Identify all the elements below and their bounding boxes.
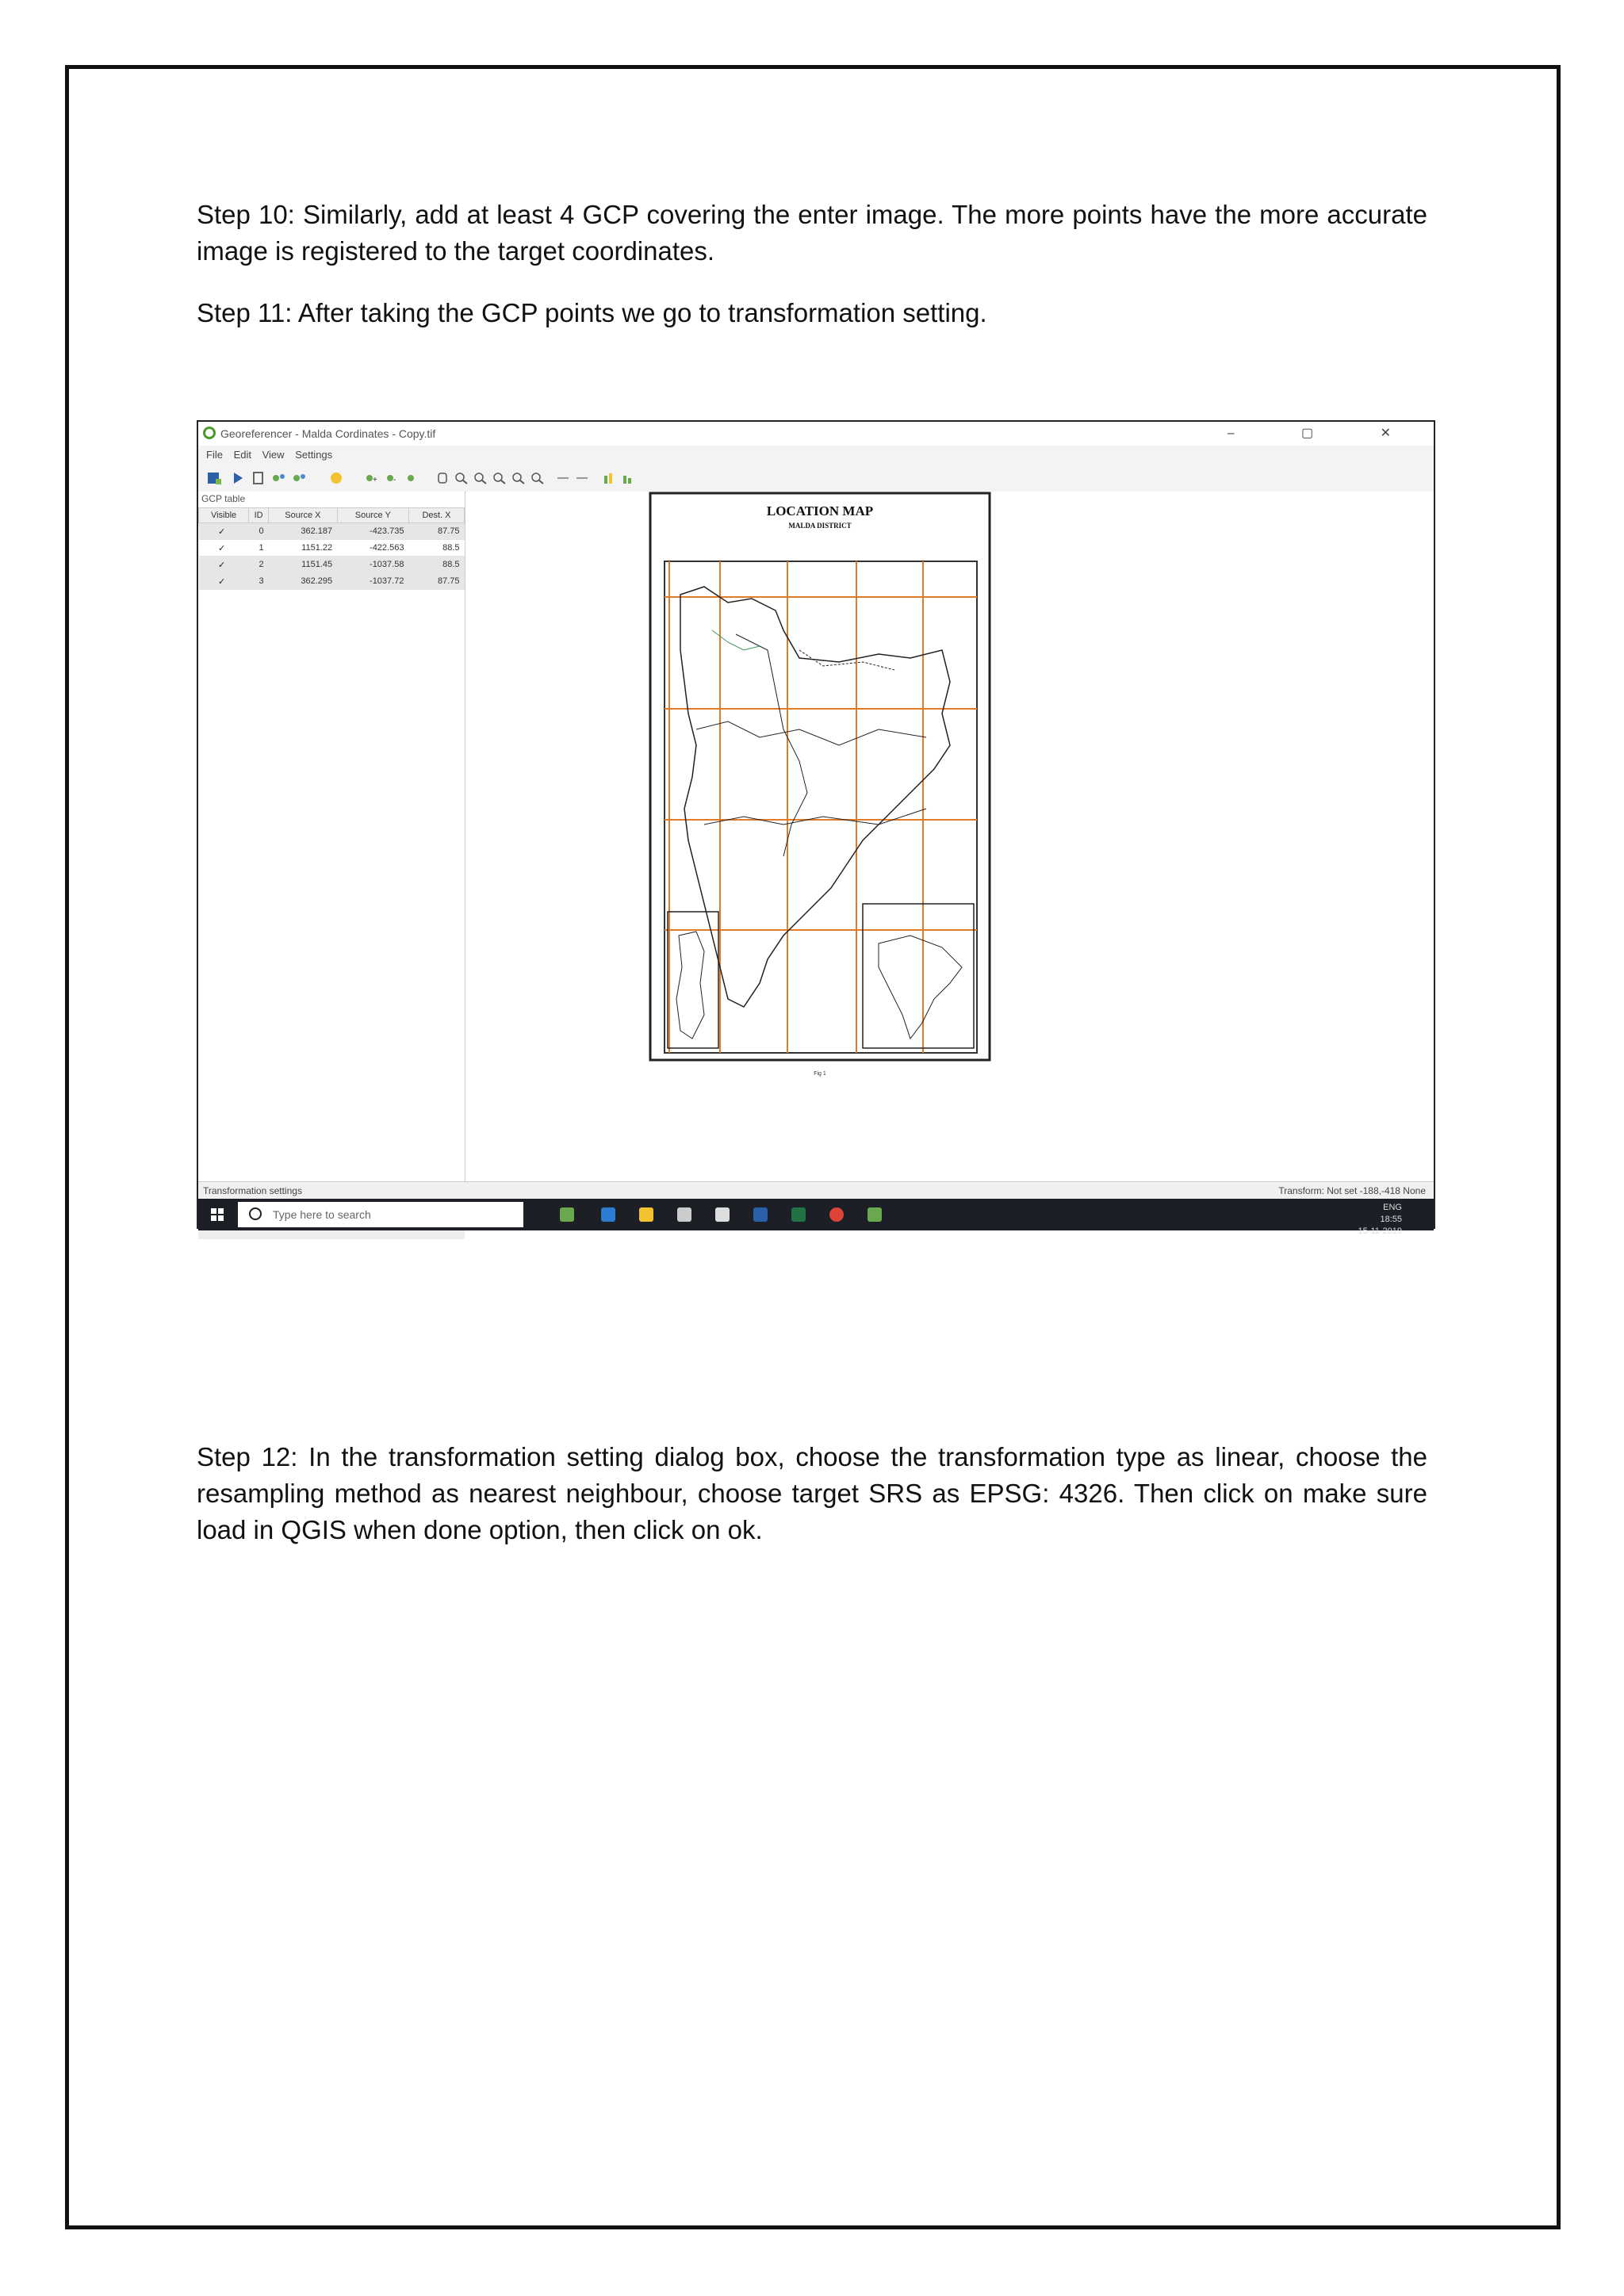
open-raster-icon[interactable] (206, 471, 222, 485)
zoom-next-icon[interactable] (530, 471, 546, 485)
windows-start-icon[interactable] (211, 1208, 224, 1221)
table-row[interactable] (199, 573, 465, 590)
status-bar (198, 1181, 1434, 1200)
svg-text:-: - (393, 476, 396, 484)
toolbar (198, 465, 1434, 492)
store-icon[interactable] (677, 1207, 691, 1222)
gcp-table-label: GCP table (201, 493, 246, 504)
map-canvas[interactable] (466, 492, 1434, 1181)
visible-checkbox[interactable]: ✓ (199, 573, 249, 590)
menu-bar (198, 446, 1434, 465)
status-transform-info: Transform: Not set -188,-418 None (1278, 1185, 1426, 1196)
link-qgis-icon[interactable] (574, 471, 590, 485)
system-tray[interactable] (1358, 1202, 1402, 1238)
table-row[interactable] (199, 523, 465, 540)
generate-script-icon[interactable] (251, 471, 266, 485)
table-cell: 2 (249, 557, 269, 573)
table-cell: -423.735 (337, 523, 408, 540)
qgis-taskbar-icon[interactable] (560, 1207, 574, 1222)
link-georeferencer-icon[interactable] (555, 471, 571, 485)
load-gcp-icon[interactable] (271, 471, 287, 485)
transformation-settings-icon[interactable] (328, 471, 344, 485)
zoom-out-icon[interactable] (473, 471, 488, 485)
search-placeholder: Type here to search (273, 1208, 371, 1221)
map-subtitle: MALDA DISTRICT (788, 522, 852, 530)
table-cell: 362.295 (269, 573, 337, 590)
tray-time: 18:55 (1380, 1215, 1402, 1224)
taskbar-search-box[interactable] (238, 1202, 523, 1227)
table-cell: 88.5 (408, 540, 464, 557)
table-cell: 88.5 (408, 557, 464, 573)
table-cell: 1151.22 (269, 540, 337, 557)
word-icon[interactable] (753, 1207, 768, 1222)
excel-icon[interactable] (791, 1207, 806, 1222)
edge-browser-icon[interactable] (601, 1207, 615, 1222)
table-cell: 87.75 (408, 573, 464, 590)
col-source-x[interactable]: Source X (269, 508, 337, 523)
zoom-layer-icon[interactable] (492, 471, 508, 485)
window-title: Georeferencer - Malda Cordinates - Copy.tif (220, 427, 436, 440)
menu-file[interactable]: File (206, 449, 223, 461)
table-cell: -422.563 (337, 540, 408, 557)
gcp-table (198, 507, 465, 590)
table-cell: 0 (249, 523, 269, 540)
zoom-last-icon[interactable] (511, 471, 527, 485)
histogram-icon[interactable] (601, 471, 617, 485)
qgis-logo-icon (203, 427, 216, 439)
menu-view[interactable]: View (262, 449, 285, 461)
menu-settings[interactable]: Settings (295, 449, 333, 461)
tray-date: 15-11-2019 (1358, 1226, 1402, 1236)
mail-icon[interactable] (715, 1207, 730, 1222)
window-titlebar (198, 422, 1434, 446)
tray-lang: ENG (1383, 1203, 1402, 1212)
table-cell: 3 (249, 573, 269, 590)
start-georeferencing-icon[interactable] (230, 471, 246, 485)
table-cell: 87.75 (408, 523, 464, 540)
table-cell: 1151.45 (269, 557, 337, 573)
qgis-screenshot (197, 420, 1435, 1236)
window-controls[interactable]: – ▢ ✕ (1227, 427, 1423, 440)
table-cell: 362.187 (269, 523, 337, 540)
local-histogram-icon[interactable] (620, 471, 636, 485)
location-map-image (466, 492, 1435, 1181)
col-visible[interactable]: Visible (199, 508, 249, 523)
file-explorer-icon[interactable] (639, 1207, 653, 1222)
move-point-icon[interactable] (404, 471, 420, 485)
qgis-active-icon[interactable] (868, 1207, 882, 1222)
table-cell: -1037.72 (337, 573, 408, 590)
gcp-table-panel (198, 492, 465, 1181)
map-title: LOCATION MAP (766, 503, 874, 519)
table-cell: 1 (249, 540, 269, 557)
windows-taskbar (198, 1199, 1434, 1236)
visible-checkbox[interactable]: ✓ (199, 557, 249, 573)
table-row[interactable] (199, 540, 465, 557)
col-dest-x[interactable]: Dest. X (408, 508, 464, 523)
col-source-y[interactable]: Source Y (337, 508, 408, 523)
table-row[interactable] (199, 557, 465, 573)
pan-icon[interactable] (435, 471, 450, 485)
step-12-text: Step 12: In the transformation setting dialog box, choose the transformation type as linear, choose the resampling method as nearest neighbour, choose target SRS as EPSG: 4326. Then click on make sure load in QGIS when done option, then click on ok. (197, 1442, 1427, 1544)
chrome-icon[interactable] (829, 1207, 844, 1222)
add-point-icon[interactable] (363, 471, 379, 485)
zoom-in-icon[interactable] (454, 471, 469, 485)
map-figure-caption: Fig 1 (814, 1071, 826, 1077)
save-gcp-icon[interactable] (292, 471, 308, 485)
status-message: Transformation settings (203, 1185, 302, 1196)
visible-checkbox[interactable]: ✓ (199, 540, 249, 557)
table-cell: -1037.58 (337, 557, 408, 573)
step-11-text: Step 11: After taking the GCP points we go to transformation setting. (197, 298, 987, 327)
step-10-text: Step 10: Similarly, add at least 4 GCP covering the enter image. The more points have the more accurate image is registered to the target coordinates. (197, 200, 1427, 266)
cortana-icon (249, 1207, 262, 1220)
svg-text:+: + (373, 476, 377, 484)
col-id[interactable]: ID (249, 508, 269, 523)
visible-checkbox[interactable]: ✓ (199, 523, 249, 540)
menu-edit[interactable]: Edit (233, 449, 251, 461)
delete-point-icon[interactable] (384, 471, 400, 485)
